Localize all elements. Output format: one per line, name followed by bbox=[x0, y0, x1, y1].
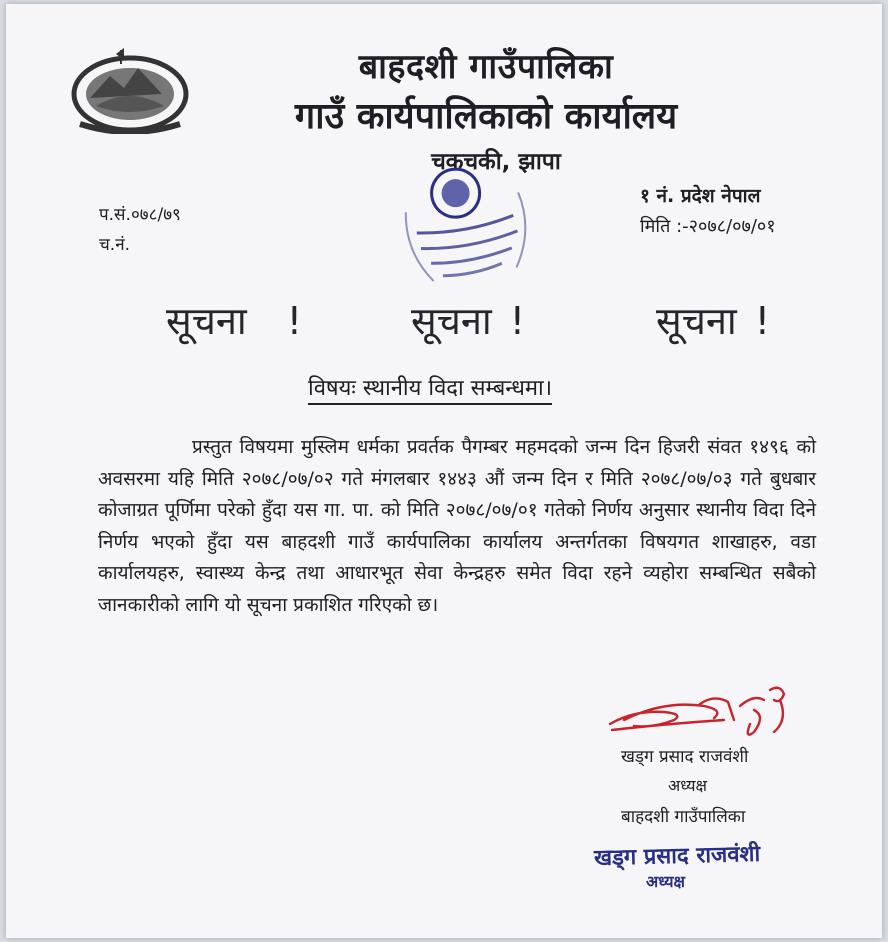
issue-date: मिति :-२०७८/०७/०१ bbox=[640, 216, 776, 237]
signature-scribble bbox=[604, 680, 814, 750]
reference-number: प.सं.०७८/७९ bbox=[99, 205, 181, 225]
name-stamp: खड्ग प्रसाद राजवंशी bbox=[593, 841, 761, 872]
subject-line: विषयः स्थानीय विदा सम्बन्धमा। bbox=[308, 372, 552, 405]
notice-heading-right: सूचना ! bbox=[656, 299, 770, 343]
office-subtitle: गाउँ कार्यपालिकाको कार्यालय bbox=[294, 96, 678, 137]
signatory-organization: बाहदशी गाउँपालिका bbox=[621, 807, 746, 827]
province-label: १ नं. प्रदेश नेपाल bbox=[640, 185, 761, 207]
nepal-emblem-icon bbox=[66, 46, 194, 134]
signatory-name: खड्ग प्रसाद राजवंशी bbox=[621, 747, 749, 767]
dispatch-number: च.नं. bbox=[99, 235, 131, 255]
office-seal-icon bbox=[396, 164, 536, 284]
notice-heading-center: सूचना ! bbox=[411, 299, 525, 343]
office-name: बाहदशी गाउँपालिका bbox=[358, 47, 614, 87]
notice-heading-left: सूचना ! bbox=[166, 299, 302, 343]
notice-document bbox=[6, 4, 882, 938]
notice-body: प्रस्तुत विषयमा मुस्लिम धर्मका प्रवर्तक पैगम्बर महमदको जन्म दिन हिजरी संवत १४९६ को अवसरमा यहि मिति २०७८/०७/०२ गते मंगलबार १४४३ औं जन्म दिन र मिति २०७८/०७/०३ गते बुधबार कोजाग्रत पूर्णिमा परेको हुँदा यस गा. पा. को मिति २०७८/०७/०१ गतेको निर्णय अनुसार स्थानीय विदा दिने निर्णय भएको हुँदा यस बाहदशी गाउँ कार्यपालिका कार्यालय अन्तर्गतका विषयगत शाखाहरु, वडा कार्यालयहरु, स्वास्थ्य केन्द्र तथा आधारभूत सेवा केन्द्रहरु समेत विदा रहने व्यहोरा सम्बन्धित सबैको जानकारीको लागि यो सूचना प्रकाशित गरिएको छ। bbox=[98, 436, 816, 616]
signatory-title: अध्यक्ष bbox=[668, 776, 707, 795]
office-location: चकचकी, झापा bbox=[431, 149, 561, 175]
name-stamp-title: अध्यक्ष bbox=[646, 872, 685, 891]
